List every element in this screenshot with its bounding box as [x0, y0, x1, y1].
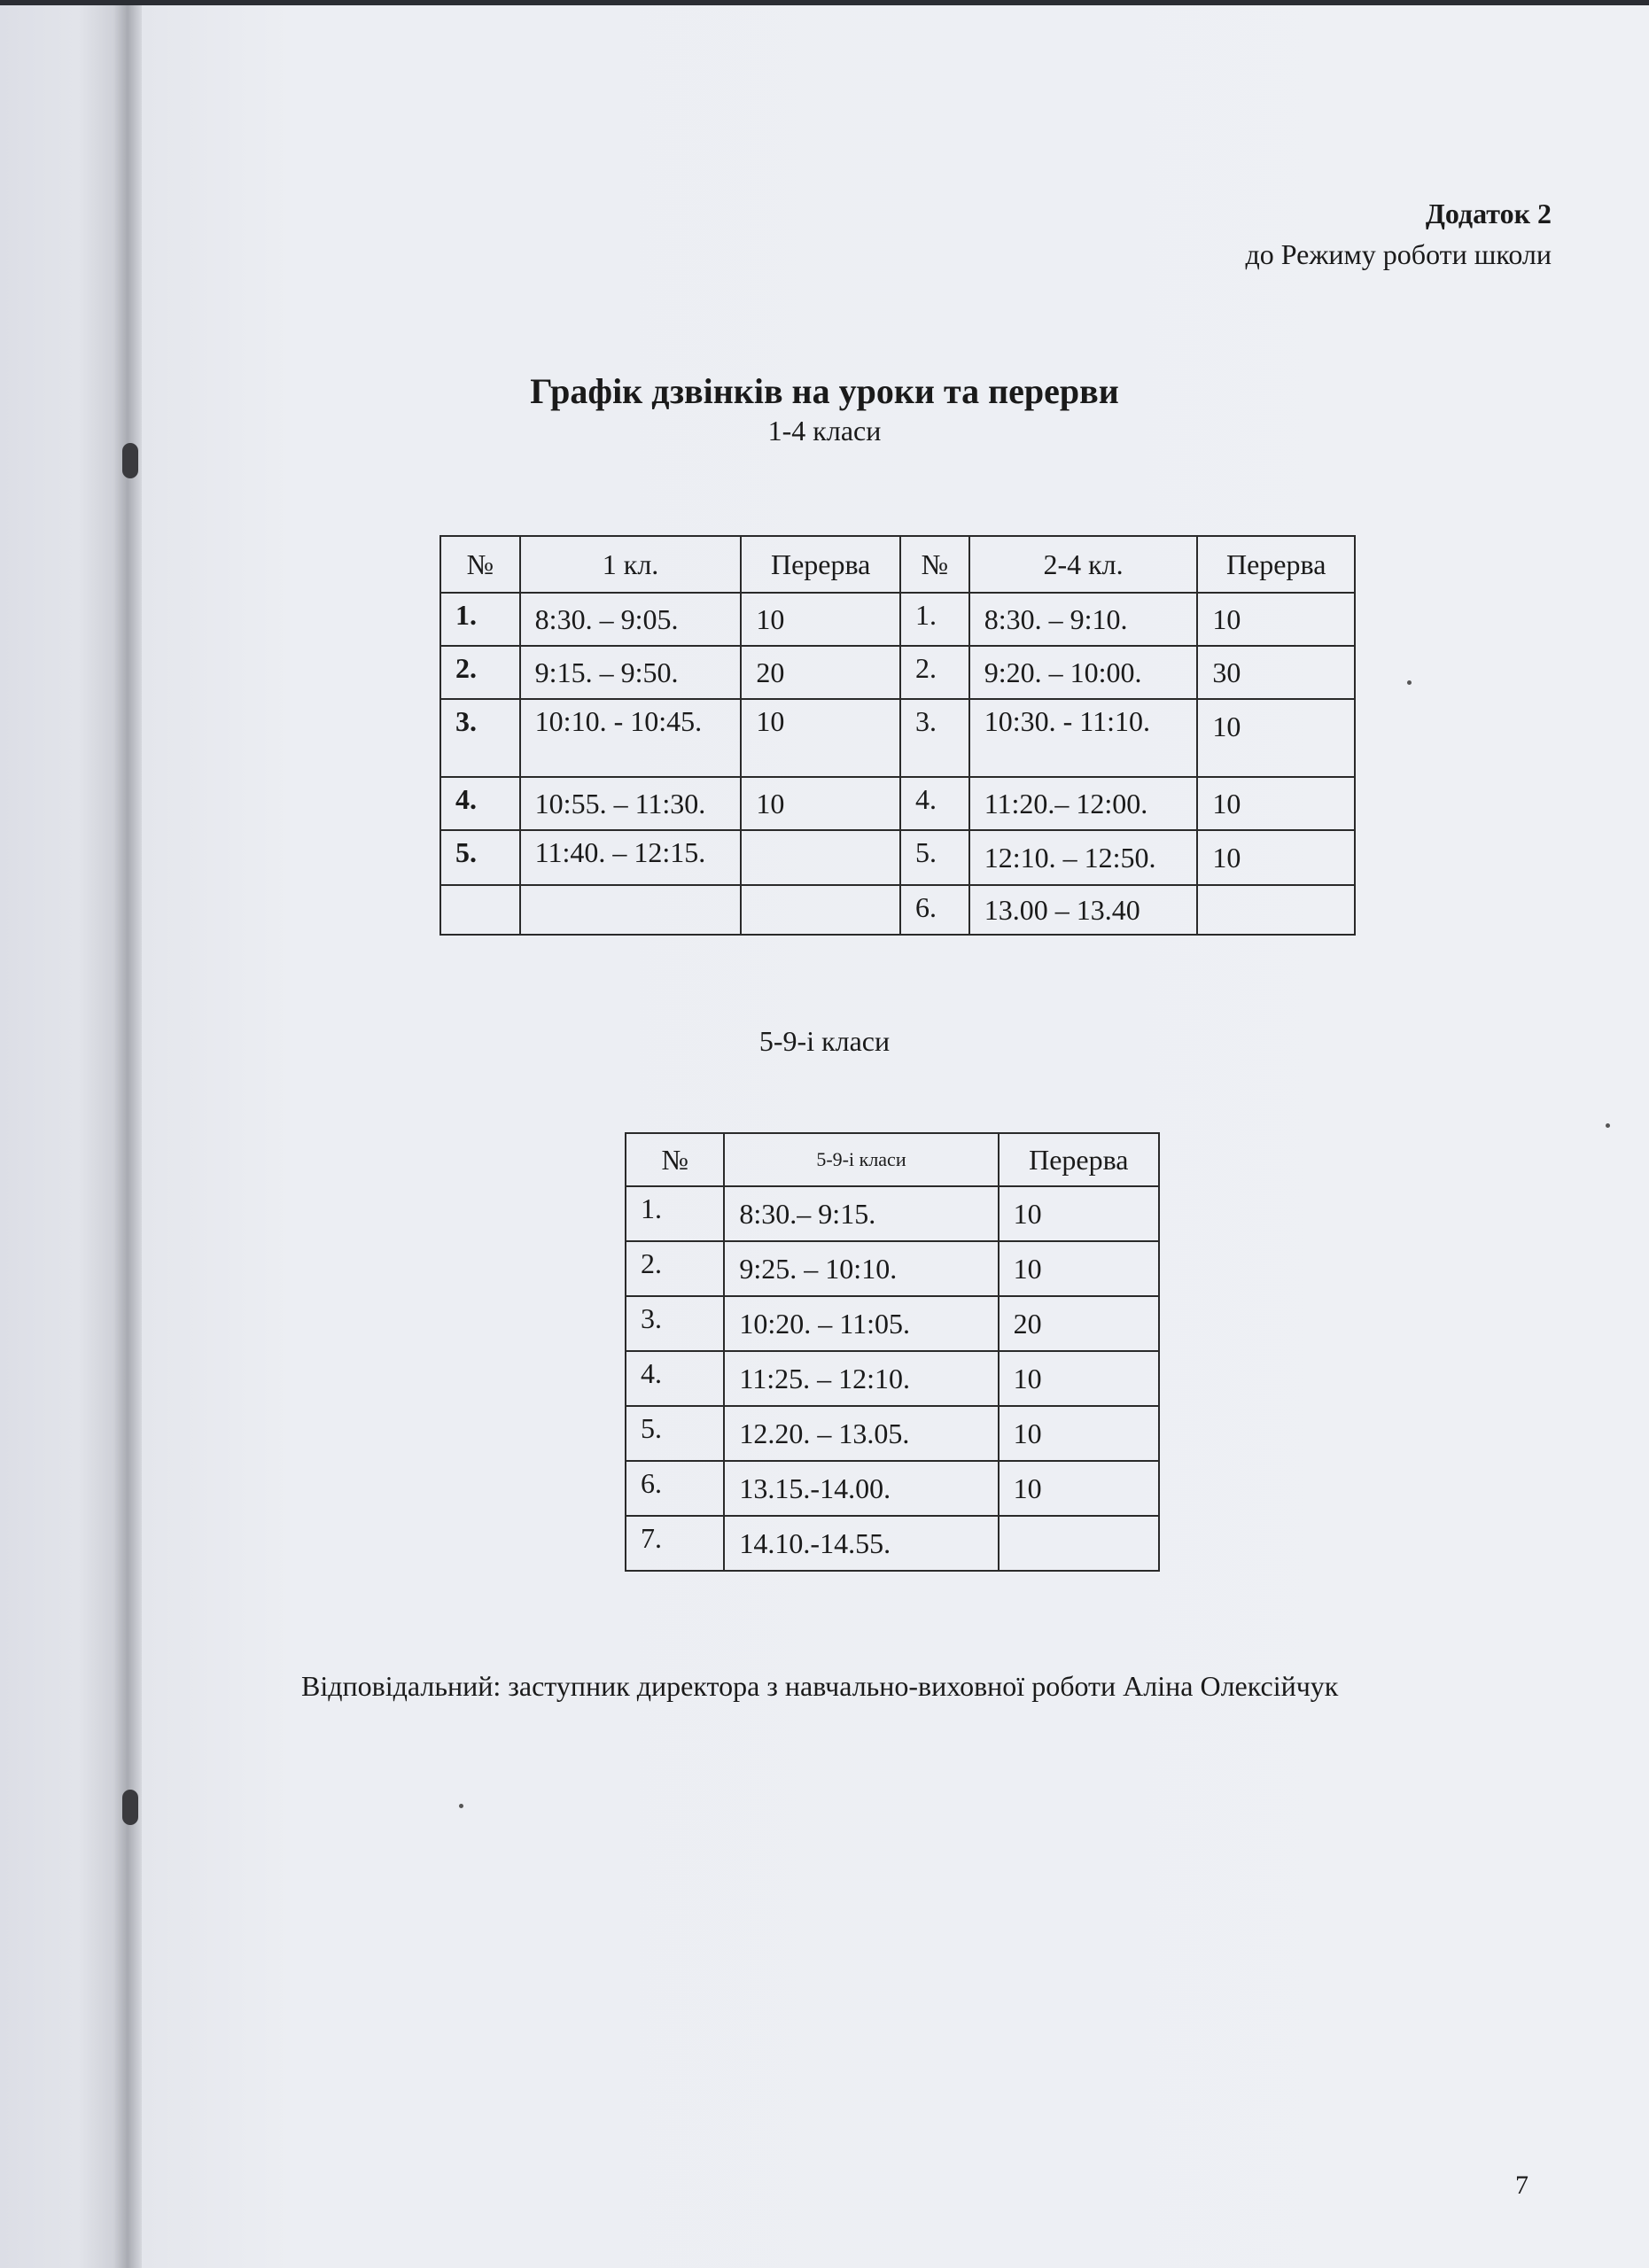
lesson-time: 9:20. – 10:00.	[969, 646, 1198, 699]
appendix-header	[1245, 193, 1552, 275]
lesson-number: 4.	[900, 777, 969, 830]
lesson-number: 3.	[626, 1296, 724, 1351]
break-minutes	[741, 885, 900, 935]
lesson-time: 10:20. – 11:05.	[724, 1296, 998, 1351]
lesson-time	[520, 885, 742, 935]
table-header-row	[626, 1133, 1159, 1186]
lesson-number: 2.	[626, 1241, 724, 1296]
table-row	[626, 1296, 1159, 1351]
binding-hole	[122, 1790, 138, 1825]
break-minutes: 10	[999, 1461, 1159, 1516]
lesson-time: 9:25. – 10:10.	[724, 1241, 998, 1296]
table-row	[440, 885, 1355, 935]
break-minutes: 10	[1197, 593, 1355, 646]
binding-hole	[122, 443, 138, 478]
break-minutes: 10	[999, 1406, 1159, 1461]
lesson-time: 10:10. - 10:45.	[520, 699, 742, 777]
table-row	[626, 1241, 1159, 1296]
binding-spine	[0, 0, 142, 2268]
lesson-time: 11:40. – 12:15.	[520, 830, 742, 885]
table-row	[626, 1461, 1159, 1516]
lesson-time: 12.20. – 13.05.	[724, 1406, 998, 1461]
table-header-row	[440, 536, 1355, 593]
lesson-number: 6.	[900, 885, 969, 935]
lesson-number: 1.	[440, 593, 520, 646]
lesson-time: 10:55. – 11:30.	[520, 777, 742, 830]
section1-label: 1-4 класи	[767, 415, 882, 447]
lesson-time: 10:30. - 11:10.	[969, 699, 1198, 777]
speck	[1407, 680, 1412, 685]
table-row	[626, 1516, 1159, 1571]
header-cell: 5-9-і класи	[724, 1133, 998, 1186]
appendix-title: Додаток 2	[1425, 198, 1552, 229]
lesson-time: 13.15.-14.00.	[724, 1461, 998, 1516]
lesson-number: 6.	[626, 1461, 724, 1516]
break-minutes: 10	[1197, 777, 1355, 830]
lesson-time: 8:30.– 9:15.	[724, 1186, 998, 1241]
header-cell: 2-4 кл.	[969, 536, 1198, 593]
page-top-edge	[0, 0, 1649, 5]
schedule-table-1-4	[439, 535, 1356, 936]
break-minutes	[741, 830, 900, 885]
break-minutes: 10	[999, 1241, 1159, 1296]
table-row	[626, 1351, 1159, 1406]
lesson-time: 9:15. – 9:50.	[520, 646, 742, 699]
section2-label: 5-9-і класи	[758, 1025, 891, 1057]
lesson-number: 5.	[900, 830, 969, 885]
lesson-time: 8:30. – 9:10.	[969, 593, 1198, 646]
break-minutes: 10	[741, 699, 900, 777]
lesson-number: 1.	[626, 1186, 724, 1241]
lesson-time: 8:30. – 9:05.	[520, 593, 742, 646]
break-minutes: 10	[1197, 830, 1355, 885]
header-cell: Перерва	[999, 1133, 1159, 1186]
header-cell: Перерва	[741, 536, 900, 593]
lesson-time: 11:20.– 12:00.	[969, 777, 1198, 830]
break-minutes: 30	[1197, 646, 1355, 699]
table-row	[440, 646, 1355, 699]
break-minutes	[1197, 885, 1355, 935]
table-row	[440, 830, 1355, 885]
speck	[459, 1804, 463, 1808]
break-minutes: 10	[741, 777, 900, 830]
break-minutes: 20	[999, 1296, 1159, 1351]
table-row	[440, 699, 1355, 777]
table-row	[626, 1406, 1159, 1461]
responsible-person: Відповідальний: заступник директора з навчально-виховної роботи Аліна Олексійчук	[301, 1670, 1339, 1702]
table-row	[440, 777, 1355, 830]
lesson-time: 12:10. – 12:50.	[969, 830, 1198, 885]
lesson-time: 11:25. – 12:10.	[724, 1351, 998, 1406]
break-minutes: 10	[999, 1186, 1159, 1241]
break-minutes: 10	[1197, 699, 1355, 777]
table-row	[440, 593, 1355, 646]
page-number: 7	[1515, 2171, 1528, 2200]
header-cell: Перерва	[1197, 536, 1355, 593]
appendix-subtitle: до Режиму роботи школи	[1245, 238, 1552, 270]
lesson-time: 13.00 – 13.40	[969, 885, 1198, 935]
lesson-number: 5.	[440, 830, 520, 885]
lesson-number: 7.	[626, 1516, 724, 1571]
document-title: Графік дзвінків на уроки та перерви	[530, 371, 1119, 411]
header-cell: №	[440, 536, 520, 593]
speck	[1606, 1123, 1610, 1128]
lesson-number	[440, 885, 520, 935]
lesson-number: 3.	[440, 699, 520, 777]
lesson-number: 5.	[626, 1406, 724, 1461]
lesson-time: 14.10.-14.55.	[724, 1516, 998, 1571]
break-minutes	[999, 1516, 1159, 1571]
lesson-number: 2.	[440, 646, 520, 699]
header-cell: №	[626, 1133, 724, 1186]
schedule-table-5-9	[625, 1132, 1160, 1572]
break-minutes: 10	[999, 1351, 1159, 1406]
lesson-number: 4.	[440, 777, 520, 830]
table-row	[626, 1186, 1159, 1241]
lesson-number: 3.	[900, 699, 969, 777]
lesson-number: 2.	[900, 646, 969, 699]
lesson-number: 4.	[626, 1351, 724, 1406]
break-minutes: 20	[741, 646, 900, 699]
lesson-number: 1.	[900, 593, 969, 646]
header-cell: 1 кл.	[520, 536, 742, 593]
break-minutes: 10	[741, 593, 900, 646]
header-cell: №	[900, 536, 969, 593]
